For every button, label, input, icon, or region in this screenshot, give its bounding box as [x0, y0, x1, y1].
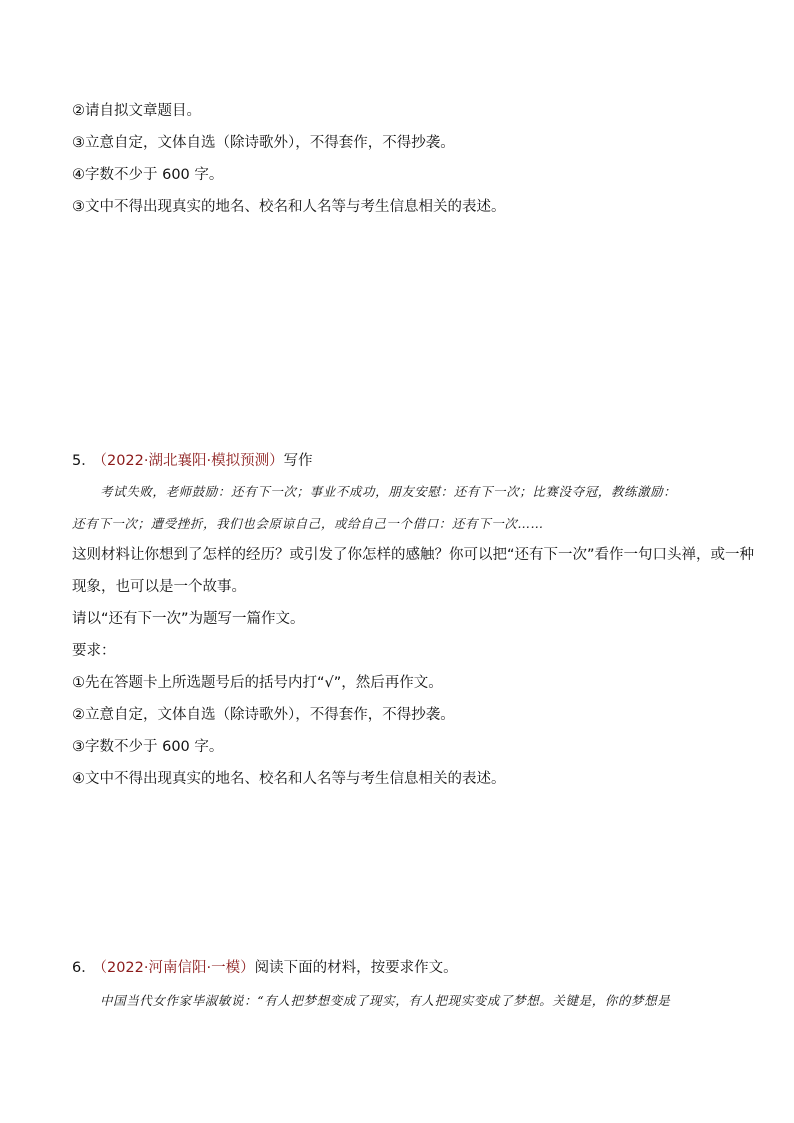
q5-material-line-1: 考试失败，老师鼓励：还有下一次；事业不成功，朋友安慰：还有下一次；比赛没夺冠，教练激励： [100, 484, 677, 499]
top-requirement-4: ④字数不少于 600 字。 [72, 167, 224, 183]
q5-requirement-1: ①先在答题卡上所选题号后的括号内打“√”，然后再作文。 [72, 675, 443, 691]
q5-requirement-3: ③字数不少于 600 字。 [72, 739, 224, 755]
q5-prompt-line-1: 这则材料让你想到了怎样的经历？或引发了你怎样的感触？你可以把“还有下一次”看作一句口头禅，或一种 [72, 547, 755, 563]
q5-title: 写作 [283, 453, 313, 469]
q6-heading [72, 958, 458, 978]
q6-source: （2022·河南信阳·一模） [99, 960, 255, 976]
q6-number: 6． [72, 960, 96, 976]
q5-requirement-2: ②立意自定，文体自选（除诗歌外），不得套作，不得抄袭。 [72, 707, 455, 723]
q5-requirements-label: 要求： [72, 643, 116, 659]
top-requirement-2: ②请自拟文章题目。 [72, 103, 201, 119]
q6-material-line-1: 中国当代女作家毕淑敏说：“有人把梦想变成了现实，有人把现实变成了梦想。关键是，你的梦想是 [100, 993, 671, 1008]
q5-number: 5． [72, 453, 96, 469]
q5-material-line-2: 还有下一次；遭受挫折，我们也会原谅自己，或给自己一个借口：还有下一次…… [72, 516, 544, 531]
q5-requirement-4: ④文中不得出现真实的地名、校名和人名等与考生信息相关的表述。 [72, 771, 506, 787]
top-requirement-3: ③立意自定，文体自选（除诗歌外），不得套作，不得抄袭。 [72, 135, 455, 151]
q5-task: 请以“还有下一次”为题写一篇作文。 [72, 611, 305, 627]
q5-prompt-line-2: 现象，也可以是一个故事。 [72, 579, 246, 595]
q5-source: （2022·湖北襄阳·模拟预测） [99, 453, 284, 469]
q5-heading [72, 451, 313, 471]
q6-title: 阅读下面的材料，按要求作文。 [254, 960, 458, 976]
top-requirement-5: ③文中不得出现真实的地名、校名和人名等与考生信息相关的表述。 [72, 199, 506, 215]
